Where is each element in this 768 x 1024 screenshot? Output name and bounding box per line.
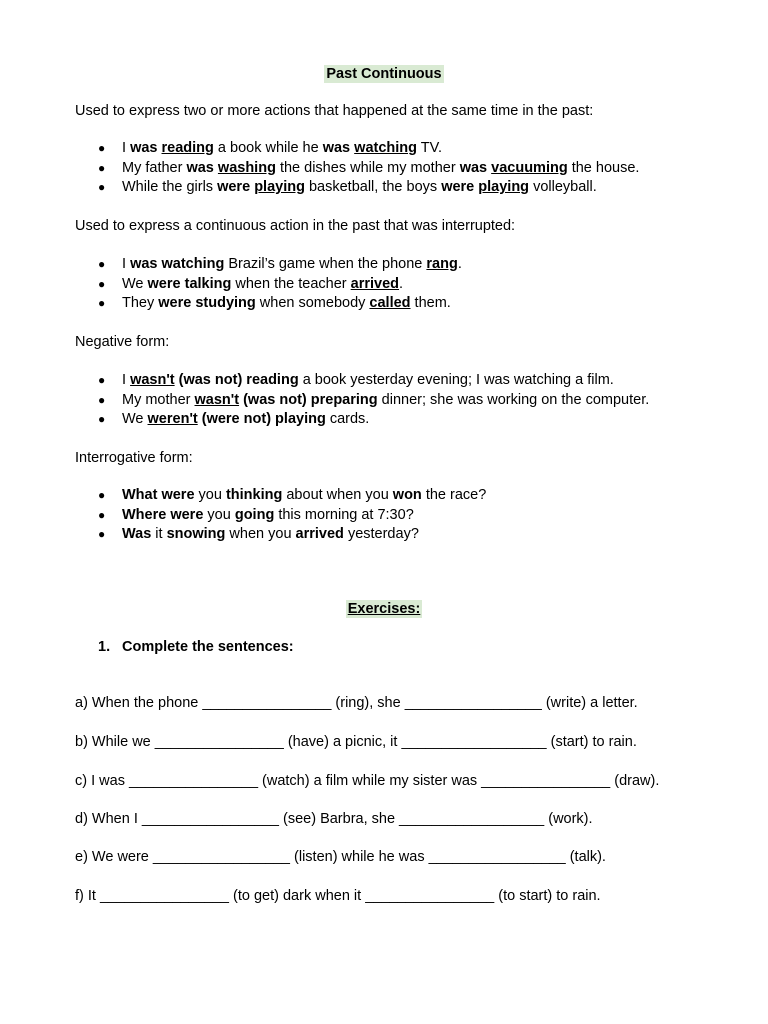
- text-segment: My mother: [122, 391, 195, 408]
- section2-list: [0, 255, 462, 314]
- interrogative-form-heading: Interrogative form:: [75, 450, 193, 466]
- text-segment: yesterday?: [343, 526, 419, 542]
- text-segment: While the girls: [122, 179, 218, 195]
- text-segment: were: [217, 179, 251, 195]
- text-segment: the dishes while my mother: [275, 159, 460, 176]
- text-segment: rang: [426, 256, 458, 272]
- text-segment: wasn't: [194, 391, 240, 408]
- text-segment: We: [122, 275, 148, 292]
- text-segment: a book yesterday evening; I was watching a film.: [298, 372, 614, 388]
- text-segment: reading: [161, 140, 214, 156]
- exercise-sentence-b: b) While we ________________ (have) a picnic, it __________________ (start) to rain.: [75, 734, 637, 750]
- bullet-icon: ●: [98, 257, 106, 271]
- bullet-icon: ●: [98, 276, 106, 291]
- text-segment: arrived: [295, 526, 344, 542]
- text-segment: were talking: [147, 275, 232, 292]
- list-item: [0, 294, 462, 314]
- text-segment: .: [457, 256, 462, 272]
- text-segment: basketball, the boys: [304, 179, 442, 195]
- text-segment: it: [151, 526, 167, 542]
- text-segment: snowing: [166, 526, 226, 542]
- bullet-icon: ●: [98, 373, 106, 387]
- text-segment: when somebody: [255, 295, 370, 311]
- text-segment: (were not) playing: [197, 411, 326, 427]
- text-segment: .: [399, 275, 404, 292]
- text-segment: playing: [478, 179, 530, 195]
- exercise-sentence-e: e) We were _________________ (listen) while he was _________________ (talk).: [75, 849, 606, 865]
- bullet-icon: ●: [98, 507, 106, 522]
- text-segment: Was: [122, 526, 152, 542]
- exercises-title-text: Exercises:: [347, 601, 421, 617]
- text-segment: Brazil’s game when the phone: [224, 256, 427, 272]
- text-segment: about when you: [282, 487, 393, 503]
- negative-form-heading: Negative form:: [75, 334, 170, 350]
- page-title: [0, 65, 768, 83]
- text-segment: was: [459, 159, 488, 176]
- text-segment: TV.: [417, 140, 443, 156]
- list-item: [0, 525, 486, 545]
- text-segment: when the teacher: [231, 275, 351, 292]
- text-segment: wasn't: [130, 372, 175, 388]
- text-segment: you: [194, 487, 226, 503]
- section2-intro: Used to express a continuous action in the past that was interrupted:: [75, 218, 516, 234]
- text-segment: cards.: [325, 411, 370, 427]
- bullet-icon: ●: [98, 180, 106, 194]
- text-segment: going: [234, 506, 275, 523]
- text-segment: Where were: [122, 506, 204, 523]
- list-item: [0, 391, 649, 411]
- list-item: [0, 275, 462, 295]
- text-segment: you: [203, 506, 235, 523]
- section1-intro: Used to express two or more actions that happened at the same time in the past:: [75, 103, 594, 119]
- list-item: [0, 486, 486, 506]
- text-segment: playing: [254, 179, 305, 195]
- text-segment: the race?: [421, 487, 487, 503]
- text-segment: (was not) preparing: [239, 391, 378, 408]
- page-title-text: Past Continuous: [326, 66, 442, 82]
- text-segment: vacuuming: [491, 159, 568, 176]
- list-item: [0, 410, 649, 430]
- list-item: [0, 506, 486, 526]
- text-segment: I: [122, 372, 131, 388]
- text-segment: won: [392, 487, 422, 503]
- text-segment: They: [122, 295, 159, 311]
- text-segment: them.: [410, 295, 451, 311]
- bullet-icon: ●: [98, 488, 106, 502]
- text-segment: were: [441, 179, 475, 195]
- text-segment: (was not) reading: [174, 372, 299, 388]
- list-item: [0, 178, 639, 198]
- text-segment: this morning at 7:30?: [274, 506, 414, 523]
- list-item: [0, 255, 462, 275]
- bullet-icon: ●: [98, 412, 106, 426]
- text-segment: washing: [217, 159, 276, 176]
- text-segment: was: [322, 140, 351, 156]
- exercise-sentence-c: c) I was ________________ (watch) a film while my sister was ________________ (draw).: [75, 773, 660, 789]
- list-item: [0, 139, 639, 159]
- list-item: [0, 159, 639, 179]
- interrogative-form-list: [0, 486, 486, 545]
- text-segment: was watching: [130, 256, 225, 272]
- text-segment: weren't: [147, 411, 198, 427]
- text-segment: a book while he: [213, 140, 323, 156]
- bullet-icon: ●: [98, 141, 106, 155]
- text-segment: We: [122, 411, 148, 427]
- text-segment: I: [122, 256, 131, 272]
- text-segment: arrived: [350, 275, 400, 292]
- text-segment: thinking: [225, 487, 283, 503]
- exercise-task-number: 1.: [98, 639, 111, 655]
- bullet-icon: ●: [98, 296, 106, 310]
- exercise-sentence-d: d) When I _________________ (see) Barbra, she __________________ (work).: [75, 811, 593, 827]
- bullet-icon: ●: [98, 392, 106, 407]
- section1-list: [0, 139, 639, 198]
- text-segment: volleyball.: [529, 179, 597, 195]
- text-segment: What were: [122, 487, 195, 503]
- exercise-sentence-f: f) It ________________ (to get) dark when it ________________ (to start) to rain.: [75, 888, 601, 904]
- text-segment: dinner; she was working on the computer.: [377, 391, 650, 408]
- list-item: [0, 371, 649, 391]
- exercise-task-label: Complete the sentences:: [122, 639, 294, 655]
- bullet-icon: ●: [98, 527, 106, 541]
- bullet-icon: ●: [98, 160, 106, 175]
- text-segment: watching: [354, 140, 418, 156]
- text-segment: were studying: [158, 295, 256, 311]
- text-segment: My father: [122, 159, 187, 176]
- text-segment: the house.: [567, 159, 640, 176]
- exercises-title: [0, 600, 768, 618]
- negative-form-list: [0, 371, 649, 430]
- text-segment: was: [130, 140, 158, 156]
- text-segment: was: [186, 159, 214, 176]
- exercise-sentence-a: a) When the phone ________________ (ring), she _________________ (write) a letter.: [75, 695, 638, 711]
- text-segment: called: [369, 295, 411, 311]
- text-segment: when you: [225, 526, 296, 542]
- text-segment: I: [122, 140, 131, 156]
